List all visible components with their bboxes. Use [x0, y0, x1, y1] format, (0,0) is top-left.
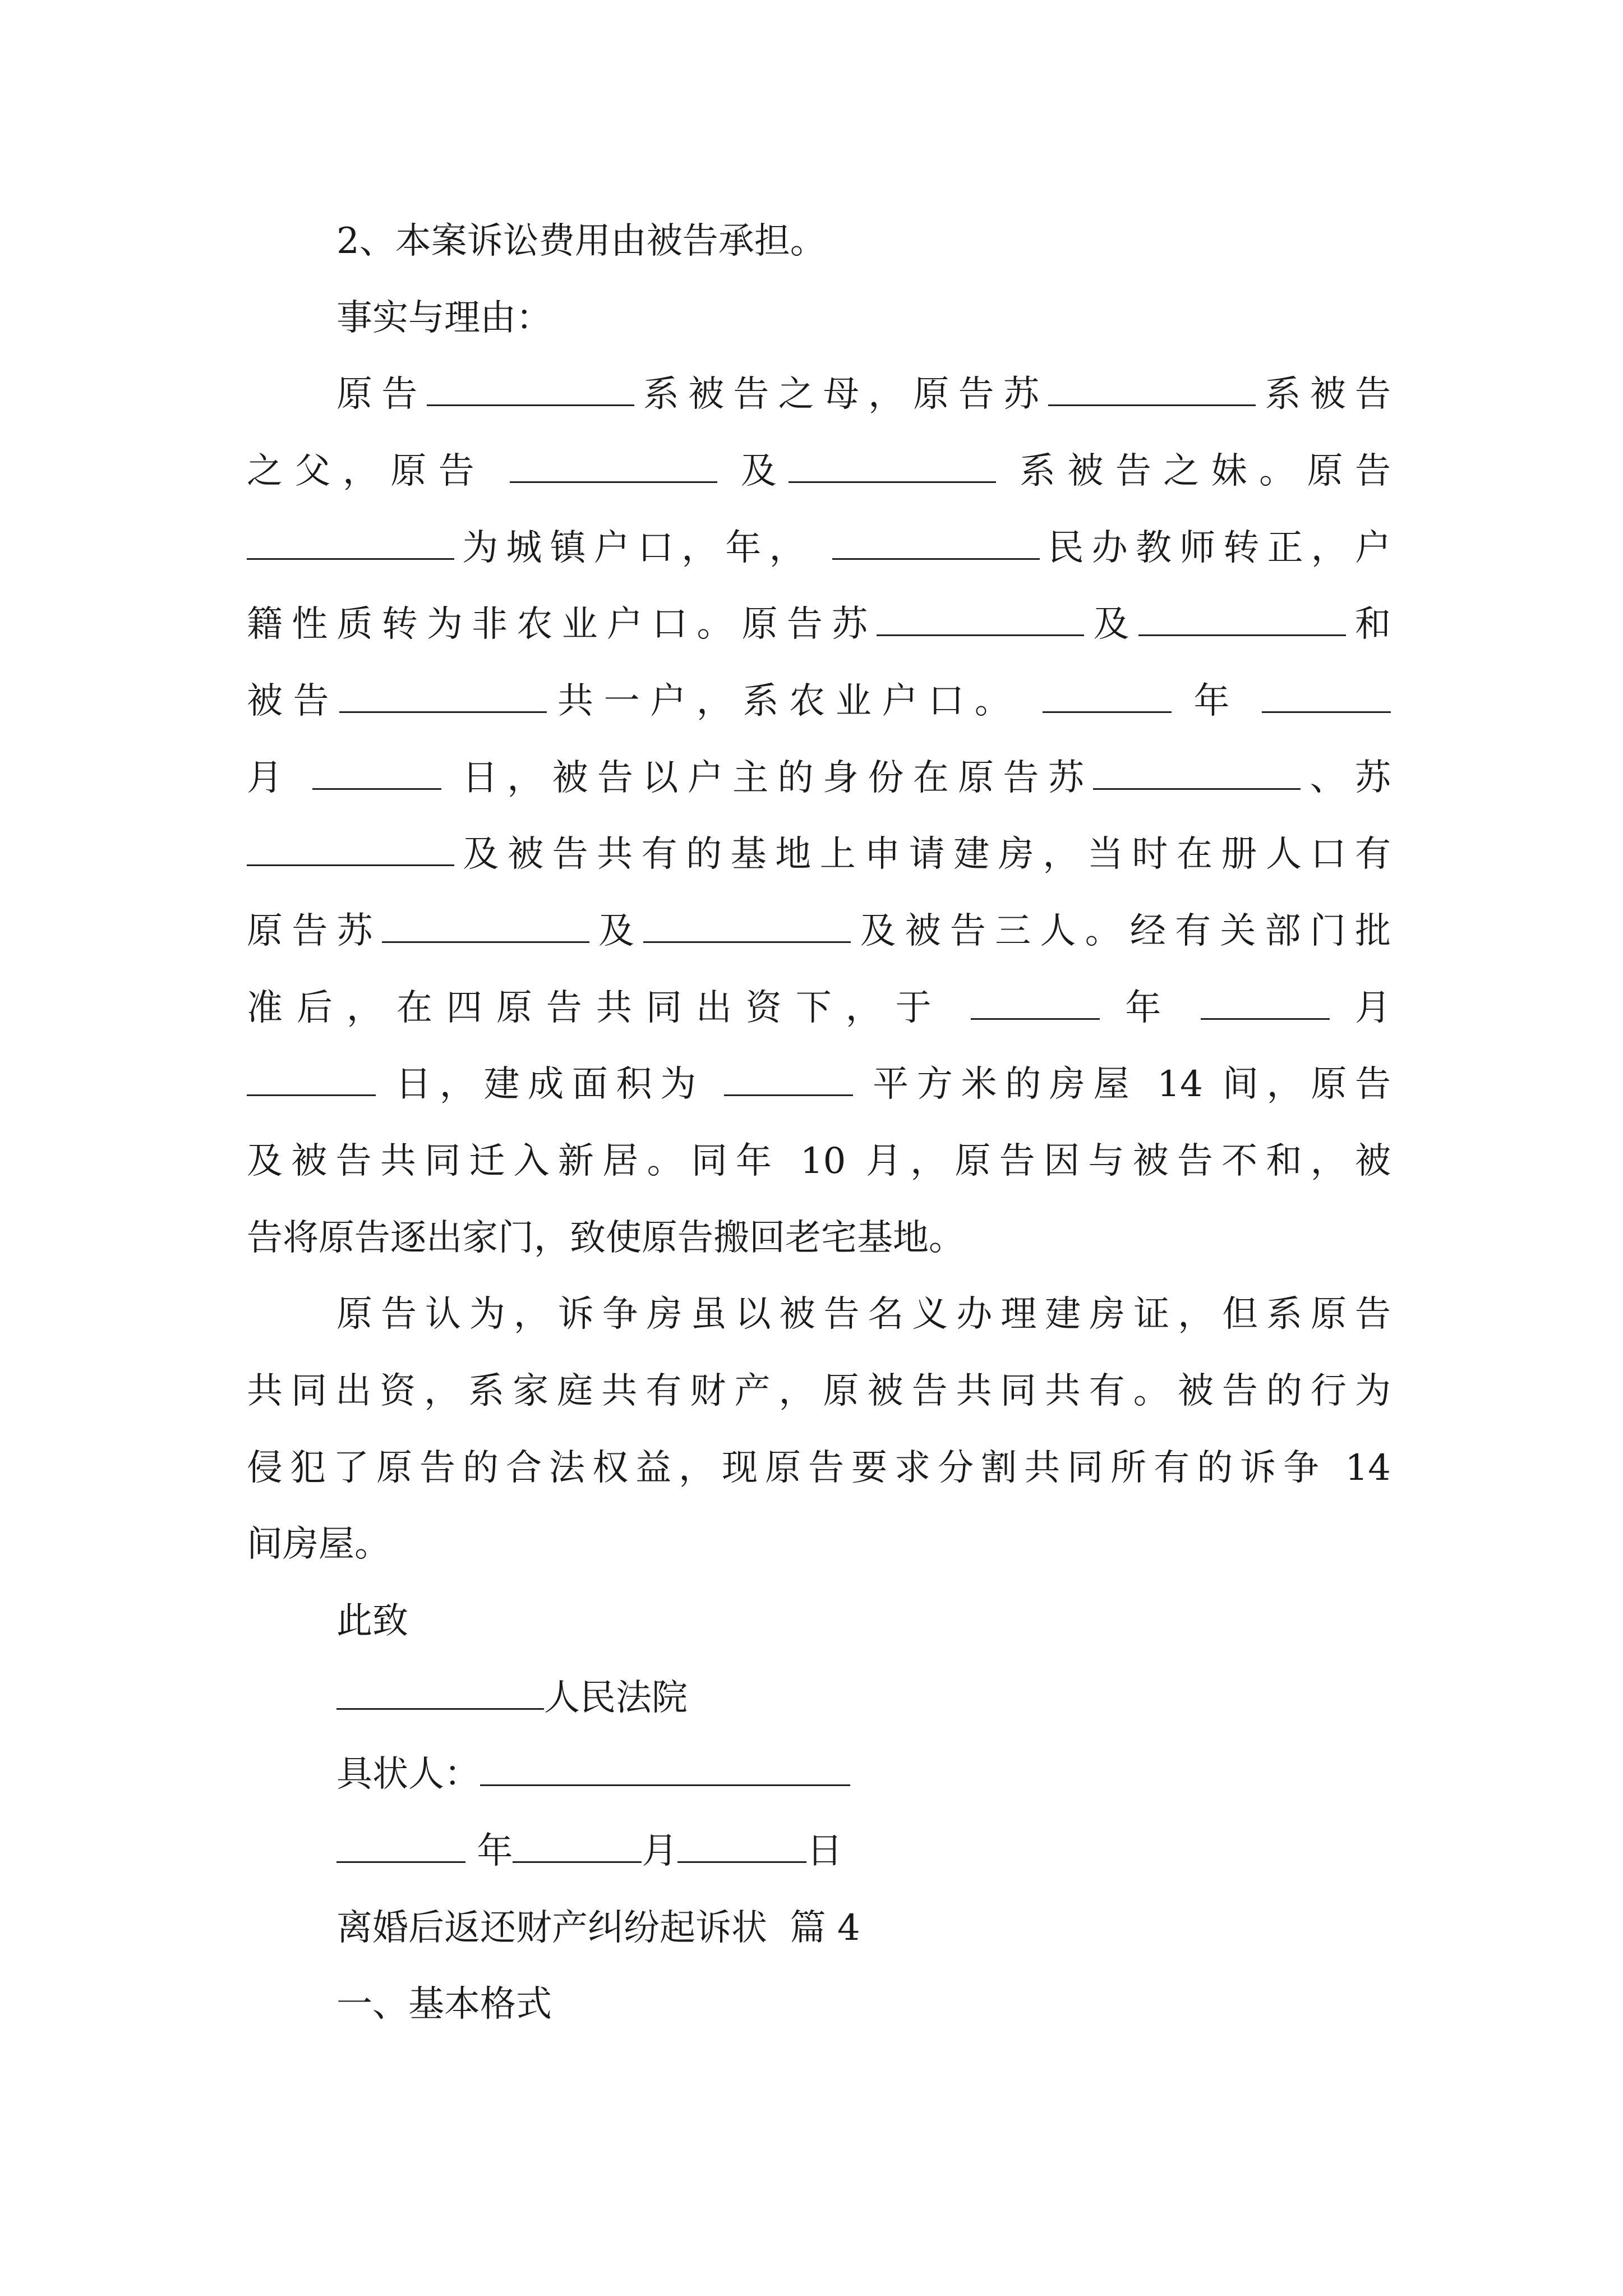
fill-in-blank [1048, 372, 1256, 406]
text: 及被告三人。经有关部门批 [851, 910, 1391, 952]
fill-in-blank [336, 1829, 465, 1863]
text: 准后，在四原告共同出资下，于 [247, 987, 946, 1029]
text: 一、基本格式 [336, 1984, 552, 2025]
text: 日，建成面积为 [395, 1064, 705, 1105]
text: 及 [589, 910, 644, 952]
date-line [336, 1826, 1391, 1876]
text: 侵犯了原告的合法权益，现原告要求分割共同所有的诉争 14 [247, 1447, 1391, 1489]
paragraph-line [247, 829, 1391, 880]
text: 、苏 [1301, 757, 1391, 799]
fill-in-blank [1138, 602, 1346, 636]
paragraph-line [247, 753, 1391, 803]
text: 日，被告以户主的身份在原告苏 [462, 757, 1094, 799]
paragraph-line [247, 1519, 1391, 1570]
text: 之父，原告 [247, 450, 487, 492]
text: 系被告之妹。原告 [1019, 450, 1391, 492]
paragraph-line [247, 1366, 1391, 1416]
text: 系被告之母，原告苏 [634, 374, 1049, 415]
fill-in-blank [510, 449, 717, 483]
text: 系被告 [1256, 374, 1391, 415]
text: 和 [1345, 604, 1391, 645]
text: 平方米的房屋 14 间，原告 [873, 1064, 1391, 1105]
paragraph-line [336, 369, 1391, 420]
court-line [336, 1673, 1391, 1723]
claim-item-2 [336, 216, 1391, 266]
text: 为城镇户口，年， [454, 527, 813, 569]
fill-in-blank [1043, 679, 1172, 713]
fill-in-blank [1201, 986, 1330, 1020]
paragraph-line [247, 523, 1391, 573]
text: 籍性质转为非农业户口。原告苏 [247, 604, 877, 645]
fill-in-blank [513, 1829, 642, 1863]
fill-in-blank [427, 372, 634, 406]
text: 月 [1355, 987, 1391, 1029]
fill-in-blank [339, 679, 547, 713]
fill-in-blank [480, 1752, 850, 1786]
text: 年 [1125, 987, 1175, 1029]
salutation [336, 1596, 1391, 1646]
section-title [336, 1903, 1391, 1953]
text: 事实与理由： [336, 297, 552, 339]
text: 及 [740, 450, 789, 492]
text: 共一户，系农业户口。 [547, 680, 1021, 722]
paragraph-line [247, 1213, 1391, 1263]
text: 人民法院 [544, 1677, 688, 1719]
fill-in-blank [724, 1062, 853, 1096]
text: 2、本案诉讼费用由被告承担。 [336, 220, 826, 262]
paragraph-line [247, 1443, 1391, 1493]
paragraph-line [247, 1136, 1391, 1186]
paragraph-line [247, 983, 1391, 1033]
fill-in-blank [971, 986, 1100, 1020]
text: 间房屋。 [247, 1524, 390, 1565]
text: 日 [806, 1830, 843, 1872]
text: 共同出资，系家庭共有财产，原被告共同共有。被告的行为 [247, 1370, 1391, 1412]
text: 具状人： [336, 1754, 480, 1795]
text: 月 [247, 757, 292, 799]
fill-in-blank [1262, 679, 1391, 713]
paragraph-line [247, 906, 1391, 956]
text: 及被告共同迁入新居。同年 10 月，原告因与被告不和，被 [247, 1140, 1391, 1182]
fill-in-blank [247, 526, 454, 560]
text: 被告 [247, 680, 340, 722]
text: 离婚后返还财产纠纷起诉状 篇 4 [336, 1907, 860, 1949]
fill-in-blank [1093, 756, 1301, 790]
text: 原告认为，诉争房虽以被告名义办理建房证，但系原告 [336, 1294, 1391, 1335]
text: 月 [642, 1830, 678, 1872]
text: 及被告共有的基地上申请建房，当时在册人口有 [454, 834, 1391, 875]
fill-in-blank [336, 1676, 544, 1710]
section-heading [336, 1979, 1391, 2030]
fill-in-blank [643, 909, 851, 943]
paragraph-line [336, 1289, 1391, 1340]
text: 年 [1193, 680, 1241, 722]
fill-in-blank [247, 832, 454, 866]
text: 此致 [336, 1600, 408, 1642]
facts-heading [336, 293, 1391, 343]
text: 原告苏 [247, 910, 382, 952]
fill-in-blank [832, 526, 1040, 560]
fill-in-blank [382, 909, 589, 943]
paragraph-line [247, 1059, 1391, 1110]
fill-in-blank [677, 1829, 806, 1863]
text: 原告 [336, 374, 427, 415]
fill-in-blank [312, 756, 441, 790]
signature-line [336, 1749, 1391, 1800]
text: 及 [1084, 604, 1138, 645]
paragraph-line [247, 599, 1391, 650]
paragraph-line [247, 446, 1391, 496]
fill-in-blank [247, 1062, 376, 1096]
fill-in-blank [877, 602, 1084, 636]
text: 告将原告逐出家门，致使原告搬回老宅基地。 [247, 1217, 965, 1259]
text: 民办教师转正，户 [1040, 527, 1391, 569]
fill-in-blank [789, 449, 996, 483]
paragraph-line [247, 676, 1391, 726]
text: 年 [477, 1830, 513, 1872]
